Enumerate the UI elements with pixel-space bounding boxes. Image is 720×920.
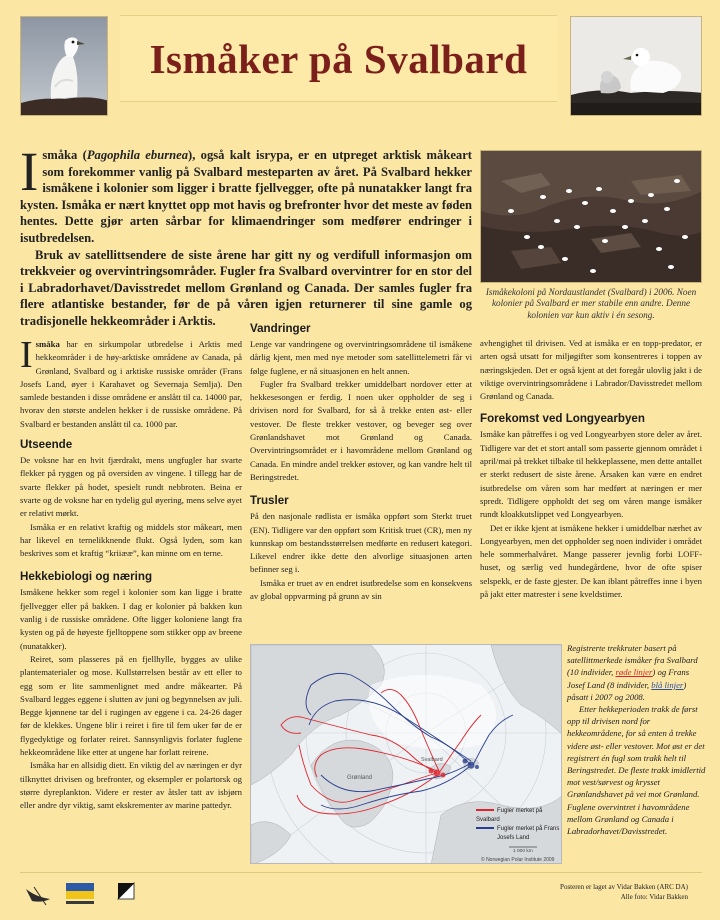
hekke-paragraph-1: Ismåkene hekker som regel i kolonier som kan ligge i bratte fjellvegger eller på bakken. I dag er kolonier på bakken kun vanlig i de russiske områdene. Ofte ligger koloniene langt fra kysten og på de høyeste fjelltoppene som stikker opp av breene (nunatakker). xyxy=(20,587,242,651)
legend-svalbard: Fugler merket på Svalbard xyxy=(476,808,543,823)
colony-photo xyxy=(480,150,702,283)
heading-trusler: Trusler xyxy=(250,494,289,508)
col3-paragraph-1: avhengighet til drivisen. Ved at ismåka er en topp-predator, er arten også utsatt for miljøgifter som konsentreres i toppen av næringskjeden. Det er også kjent at det foregår ulovlig jakt i de viktige overvintringsområdene i Labrador/Davisstredet mellom Grønland og Canada. xyxy=(480,338,702,402)
utseende-paragraph-2: Ismåka er en relativt kraftig og middels stor måkeart, men har likevel en ternelikknende flukt. Også lyden, som kan beskrives som et kraftig “kriiææ”, kan minne om en terne. xyxy=(20,521,242,559)
intro-paragraph-2: Bruk av satellittsendere de siste årene har gitt ny og verdifull informasjon om trekkveier og overvintringsområder. Fugler fra Svalbard overvintrer for en stor del i Labradorhavet/Davisstredet mellom Grønland og Canada. Der samles fugler fra flere atlantiske bestander, før de på våren igjen returnerer til sine gamle og tradisjonelle hekkeområder i Arktis. xyxy=(20,247,472,328)
hekke-paragraph-3: Ismåka har en allsidig diett. En viktig del av næringen er dyr tilknyttet drivisen og brefronter, og eksempler er polartorsk og større dyreplankton. Videre er rester av åtsler tatt av isbjørn eller andre dyr viktig, samt ekskrementer av marine pattedyr. xyxy=(20,760,242,811)
ivory-gull-photo-left xyxy=(20,16,108,116)
page-title: Ismåker på Svalbard xyxy=(149,35,528,82)
credits xyxy=(560,883,688,902)
trusler-paragraph-1: På den nasjonale rødlista er ismåka oppført som Sterkt truet (EN). Tidligere var den oppført som Kritisk truet (CR), men ny kunnskap om bestandsstørrelsen medførte en redusert kategori. Likevel endrer ikke dette den alvorlige situasjonen arten befinner seg i. xyxy=(250,511,472,575)
forekomst-paragraph-2: Det er ikke kjent at ismåkene hekker i umiddelbar nærhet av Longyearbyen, men det oppholder seg noen individer i området hele sommerhalvåret. Mange passerer jevnlig forbi LOFF-huset, og særlig ved hundegårdene, hvor de ofte spiser selspekk, er de faste gjester. De kan iblant påtreffes inne i byen på jakt etter matrester i sene kveldstimer. xyxy=(480,522,702,600)
hekke-paragraph-2: Reiret, som plasseres på en fjellhylle, bygges av ulike plantematerialer og mose. Kullstørrelsen består av ett eller to egg som er lite sammenlignet med andre måkearter. På Svalbard legges eggene i slutten av juni og begynnelsen av juli. Begge kjønnene tar del i rugingen av eggene i ca. 24-26 dager før de klekkes. Ungene blir i reiret i fire til fem uker før de er flygedyktige og forlater reiret. Sannsynligvis forlater fuglene hekkeområdene like etter at ungene har forlatt reirene. xyxy=(20,653,242,758)
ivory-gull-photo-right xyxy=(570,16,702,116)
footer xyxy=(20,872,702,912)
legend-fjl-2: Josefs Land xyxy=(497,835,530,841)
column-3 xyxy=(480,337,702,601)
migration-map xyxy=(250,644,562,864)
vandringer-paragraph-1: Lenge var vandringene og overvintringsområdene til ismåkene dårlig kjent, men med nye metoder som satellittelemetri får vi følge fuglene, er nå situasjonen en helt annen. xyxy=(250,339,472,376)
column-1 xyxy=(20,334,242,813)
credits-line-2: Alle foto: Vidar Bakken xyxy=(620,892,688,901)
svalbard-museum-logo xyxy=(66,883,94,904)
intro-paragraph-1: Ismåka (Pagophila eburnea), også kalt isrypa, er en utpreget arktisk måkeart som forekommer vanlig på Svalbard mesteparten av året. På Svalbard hekker ismåkene i kolonier som ligger i bratte fjellvegger, ofte på nunatakker langt fra kysten. Ismåka er nært knyttet opp mot havis og brefronter hvor det meste av føden hentes. Dette gjør arten sårbar for klimaendringer som medfører endringer i isutbredelsen. xyxy=(20,141,473,245)
col1-paragraph-1: Ismåka har en sirkumpolar utbredelse i Arktis med hekkeområder i de høy-arktiske områdene av Canada, på Grønland, Svalbard og i arktiske russiske områder (Frans Josefs Land, øyer i Karahavet og Severnaja Semlja). Den samlede bestanden i disse områdene er anslått til ca. 14000 par, hvorav den største andelen hekker i de russiske områdene. På Svalbard er bestanden anslått til ca. 1000 par. xyxy=(20,334,242,429)
heading-vandringer: Vandringer xyxy=(250,322,311,335)
col1-dropcap: I xyxy=(20,334,33,376)
map-copyright: © Norwegian Polar Institute 2009 xyxy=(481,857,555,863)
heading-hekkebiologi: Hekkebiologi og næring xyxy=(20,570,153,584)
map-caption-paragraph-2: Etter hekkeperioden trakk de først opp til drivisen nord for hekkeområdene, for så enten å trekke videre øst- eller vestover. Mot øst er det registrert én fugl som trakk helt til Beringstredet. De fleste trakk imidlertid mot vest/sørvest og krysset Grønlandshavet på vei mot Grønland. Fuglene overvintret i havområdene mellom Grønland og Canada i Labradorhavet/Davisstredet. xyxy=(567,704,706,837)
intro-text xyxy=(20,141,473,330)
heading-forekomst: Forekomst ved Longyearbyen xyxy=(480,412,645,426)
label-greenland: Grønland xyxy=(347,775,373,781)
map-caption: Registrerte trekkruter basert på satellittmerkede ismåker fra Svalbard (10 individer, røde linjer) og Frans Josef Land (8 individer, blå linjer) påsatt i 2007 og 2008. Etter hekkeperioden trakk de først opp til drivisen nord for hekkeområdene, for så enten å trekke videre øst- eller vestover. Mot øst er det registrert én fugl som trakk helt til Beringstredet. De fleste trakk imidlertid mot vest/sørvest og krysset Grønlandshavet på vei mot Grønland. Fuglene overvintret i havområdene mellom Grønland og Canada i Labradorhavet/Davisstredet. xyxy=(567,643,706,837)
label-svalbard: Svalbard xyxy=(421,757,443,763)
credits-line-1: Posteren er laget av Vidar Bakken (ARC DA) xyxy=(560,883,688,891)
column-2 xyxy=(250,322,472,603)
institution-logo xyxy=(118,883,134,899)
forekomst-paragraph-1: Ismåke kan påtreffes i og ved Longyearbyen store deler av året. Tidligere var det et stort antall som passerte gjennom området i april/mai på trekket tilbake til hekkeplassene, men dette antallet er sterkt redusert de siste årene. Årsaken kan være en endret isutbredelse om våren som har medført at næringen er mer spredt. Tidligere oppholdt det seg om våren mange ismåker rundt kloakkutslippet ved Longyearbyen. xyxy=(480,429,702,520)
heading-utseende: Utseende xyxy=(20,438,73,452)
colony-photo-caption: Ismåkekoloni på Nordaustlandet (Svalbard) i 2006. Noen kolonier på Svalbard er mer stabile enn andre. Denne kolonien var kun aktiv i én sesong. xyxy=(485,287,697,320)
intro-dropcap: I xyxy=(20,141,39,202)
legend-swatch-red xyxy=(476,809,494,811)
latin-name: Pagophila eburnea xyxy=(86,148,188,162)
title-banner xyxy=(120,15,557,102)
legend-fjl: Fugler merket på Frans xyxy=(476,825,561,834)
bird-logo xyxy=(26,887,50,905)
vandringer-paragraph-2: Fugler fra Svalbard trekker umiddelbart nordover etter at hekkesesongen er ferdig. I noen uker oppholder de seg i drivisen nord for Svalbard, for så å trekke enten øst- eller vestover. De fleste trekker vestover, og beveger seg over Grønlandshavet mot Grønland og Canada. Overvintringsområdet er i havområdene mellom Grønland og Canada. En mindre andel trekker østover, og kan vandre helt til Beringstredet. xyxy=(250,378,472,482)
red-lines-text: røde linjer xyxy=(615,667,653,678)
map-legend xyxy=(476,807,561,843)
map-scale: 1 000 km xyxy=(513,849,533,854)
utseende-paragraph-1: De voksne har en hvit fjærdrakt, mens ungfugler har svarte flekker på ryggen og på oversiden av vingene. I tillegg har de svarte flekker på hodet, spesielt rundt nebbroten. Beina er svarte og de voksne har en tydelig gul øyering, mens selve øyet er relativt mørkt. xyxy=(20,455,242,519)
legend-swatch-blue xyxy=(476,827,494,829)
trusler-paragraph-2: Ismåka er truet av en endret isutbredelse som en konsekvens av global oppvarming på grunn av sin xyxy=(250,577,472,602)
blue-lines-text: blå linjer xyxy=(651,679,684,690)
